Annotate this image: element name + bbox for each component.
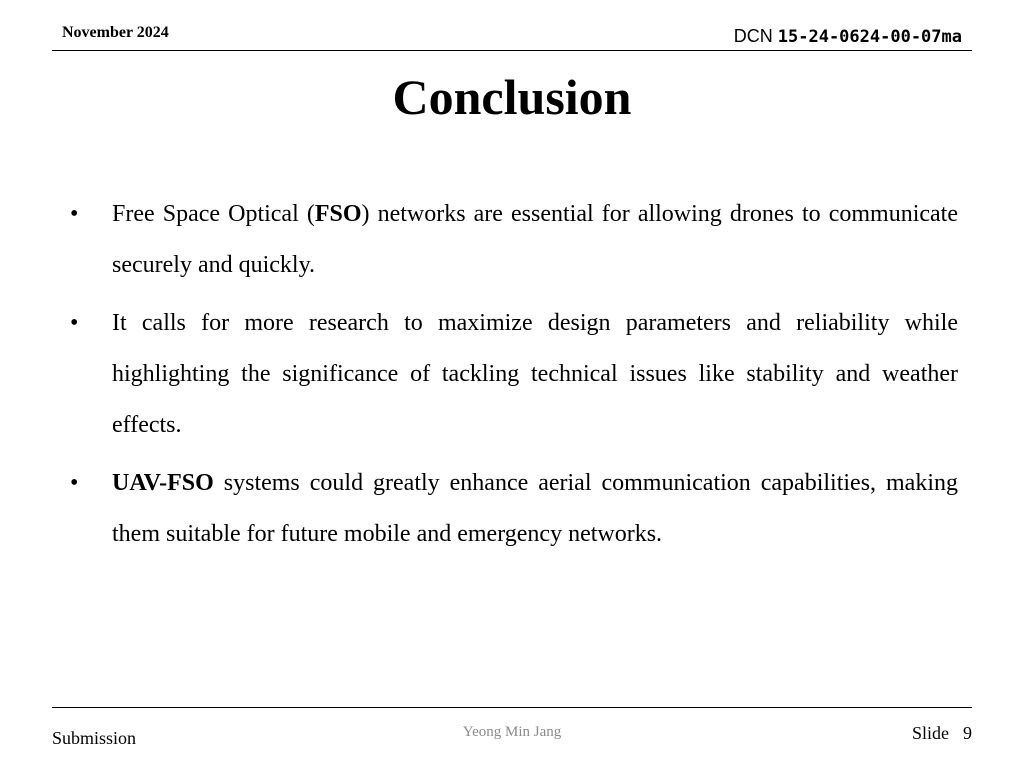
slide-label: Slide bbox=[911, 723, 949, 743]
bullet-text-post: ) networks are essential for allowing drones to communicate securely and quickly. bbox=[112, 201, 958, 278]
bullet-icon: • bbox=[70, 201, 79, 227]
bullet-text-bold: FSO bbox=[314, 201, 362, 227]
slide-number-value: 9 bbox=[963, 723, 972, 743]
dcn-label: DCN bbox=[733, 26, 773, 46]
document-control-number bbox=[734, 26, 962, 47]
bullet-item bbox=[70, 458, 958, 560]
dcn-number: 15-24-0624-00-07ma bbox=[777, 27, 962, 47]
bullet-list bbox=[70, 189, 958, 567]
bullet-text-pre: It calls for more research to maximize design parameters and reliability while highlighting the significance of tackling technical issues like stability and weather effects. bbox=[112, 310, 958, 438]
header-date: November 2024 bbox=[62, 24, 169, 41]
bullet-icon: • bbox=[70, 310, 79, 336]
bullet-item bbox=[70, 189, 958, 291]
bullet-item bbox=[70, 298, 958, 451]
header-divider bbox=[52, 50, 972, 51]
bullet-icon: • bbox=[70, 470, 79, 496]
slide-number bbox=[912, 723, 972, 744]
bullet-text-post: systems could greatly enhance aerial communication capabilities, making them suitable for future mobile and emergency networks. bbox=[112, 470, 958, 547]
footer-author: Yeong Min Jang bbox=[462, 724, 562, 740]
slide-title: Conclusion bbox=[392, 69, 632, 125]
bullet-text-bold: UAV-FSO bbox=[112, 470, 214, 496]
footer-submission: Submission bbox=[52, 728, 137, 748]
bullet-text-pre: Free Space Optical ( bbox=[112, 201, 315, 227]
footer-divider bbox=[52, 707, 972, 708]
